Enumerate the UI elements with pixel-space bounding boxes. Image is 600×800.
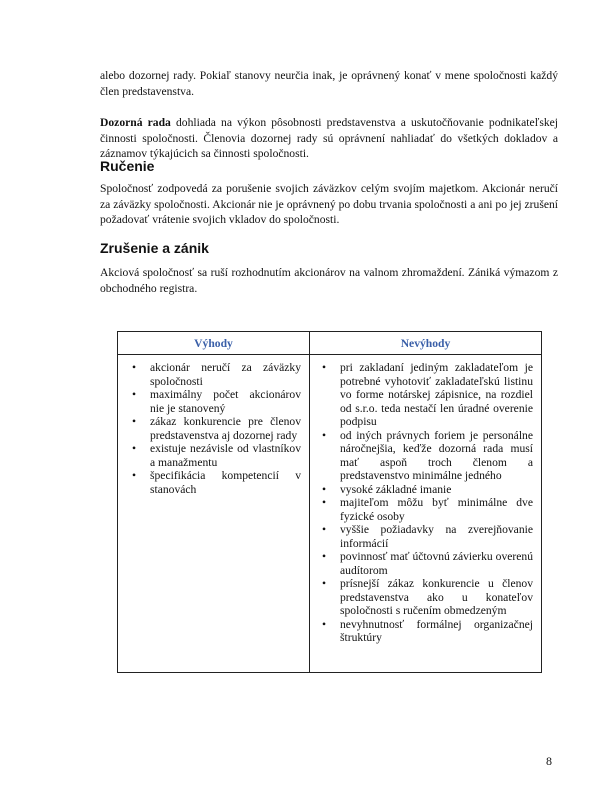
table-row bbox=[118, 355, 542, 673]
disadvantages-list bbox=[310, 361, 541, 645]
advantage-item-text: maximálny počet akcionárov nie je stanovený bbox=[150, 388, 301, 415]
advantage-item-text: špecifikácia kompetencií v stanovách bbox=[150, 469, 301, 496]
bullet-icon: • bbox=[322, 617, 327, 631]
intro-paragraph: alebo dozornej rady. Pokiaľ stanovy neurčia inak, je oprávnený konať v mene spoločnosti každý člen predstavenstva. bbox=[100, 69, 558, 98]
disadvantage-item-text: od iných právnych foriem je personálne náročnejšia, keďže dozorná rada musí mať aspoň troch členom a predstavenstvo minimálne jedného bbox=[340, 428, 533, 482]
advantage-item-text: akcionár neručí za záväzky spoločnosti bbox=[150, 361, 301, 388]
disadvantages-header: Nevýhody bbox=[310, 332, 542, 355]
disadvantage-item-text: vyššie požiadavky na zverejňovanie informácií bbox=[340, 523, 533, 550]
disadvantage-item bbox=[310, 523, 541, 550]
disadvantage-item bbox=[310, 496, 541, 523]
bullet-icon: • bbox=[322, 361, 327, 374]
dissolution-heading: Zrušenie a zánik bbox=[100, 240, 209, 256]
disadvantage-item-text: nevyhnutnosť formálnej organizačnej štruktúry bbox=[340, 617, 533, 644]
disadvantage-item-text: povinnosť mať účtovnú závierku overenú audítorom bbox=[340, 550, 533, 577]
page-number: 8 bbox=[546, 754, 552, 768]
bullet-icon: • bbox=[132, 469, 137, 482]
advantage-item-text: zákaz konkurencie pre členov predstavenstva aj dozornej rady bbox=[150, 415, 301, 442]
supervisory-board-paragraph bbox=[100, 115, 558, 162]
disadvantage-item bbox=[310, 429, 541, 483]
advantage-item bbox=[118, 361, 309, 388]
table-header-row bbox=[118, 332, 542, 355]
advantages-cell bbox=[118, 355, 310, 673]
bullet-icon: • bbox=[132, 442, 137, 455]
advantage-item bbox=[118, 442, 309, 469]
advantages-list bbox=[118, 361, 309, 496]
bullet-icon: • bbox=[322, 482, 327, 496]
disadvantage-item bbox=[310, 550, 541, 577]
pros-cons-table bbox=[117, 331, 542, 673]
disadvantage-item bbox=[310, 577, 541, 618]
bullet-icon: • bbox=[132, 361, 137, 374]
bullet-icon: • bbox=[132, 388, 137, 401]
advantage-item-text: existuje nezávisle od vlastníkov a manažmentu bbox=[150, 442, 301, 469]
bullet-icon: • bbox=[322, 577, 327, 590]
disadvantage-item bbox=[310, 361, 541, 429]
bullet-icon: • bbox=[322, 428, 327, 442]
dissolution-paragraph: Akciová spoločnosť sa ruší rozhodnutím akcionárov na valnom zhromaždení. Zániká výmazom z obchodného registra. bbox=[100, 266, 558, 295]
disadvantage-item-text: prísnejší zákaz konkurencie u členov predstavenstva ako u konateľov spoločnosti s ručením obmedzeným bbox=[340, 577, 533, 617]
bullet-icon: • bbox=[322, 523, 327, 536]
disadvantage-item-text: vysoké základné imanie bbox=[340, 482, 452, 496]
bullet-icon: • bbox=[132, 415, 137, 428]
disadvantage-item bbox=[310, 483, 541, 497]
disadvantage-item-text: pri zakladaní jediným zakladateľom je potrebné vyhotoviť zakladateľskú listinu vo forme notárskej zápisnice, na rozdiel od s.r.o. teda nestačí len úradné overenie podpisu bbox=[340, 361, 533, 428]
advantages-header: Výhody bbox=[118, 332, 310, 355]
disadvantage-item bbox=[310, 618, 541, 645]
disadvantage-item-text: majiteľom môžu byť minimálne dve fyzické osoby bbox=[340, 496, 533, 523]
disadvantages-cell bbox=[310, 355, 542, 673]
advantage-item bbox=[118, 415, 309, 442]
advantage-item bbox=[118, 388, 309, 415]
supervisory-board-text: dohliada na výkon pôsobnosti predstavenstva a uskutočňovanie podnikateľskej činnosti spoločnosti. Členovia dozornej rady sú oprávnení nahliadať do všetkých dokladov a záznamov týkajúcich sa činnosti spoločnosti. bbox=[100, 116, 558, 160]
liability-paragraph: Spoločnosť zodpovedá za porušenie svojich záväzkov celým svojím majetkom. Akcionár neručí za záväzky spoločnosti. Akcionár nie je oprávnený po dobu trvania spoločnosti a ani po jej zrušení požadovať vrátenie svojich vkladov do spoločnosti. bbox=[100, 182, 558, 226]
liability-heading: Ručenie bbox=[100, 158, 155, 174]
bullet-icon: • bbox=[322, 496, 327, 509]
bullet-icon: • bbox=[322, 550, 327, 563]
supervisory-board-term: Dozorná rada bbox=[100, 116, 171, 129]
advantage-item bbox=[118, 469, 309, 496]
